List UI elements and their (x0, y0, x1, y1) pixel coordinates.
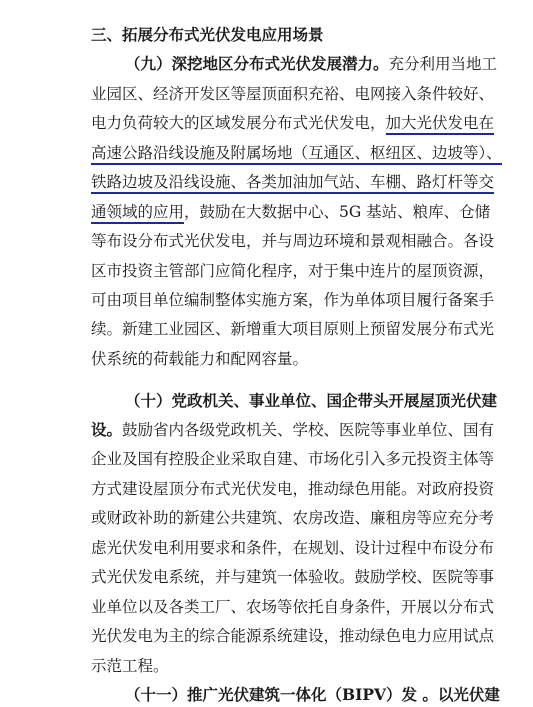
s10-line-2 (91, 420, 533, 440)
s9-line-2: 业园区、经济开发区等屋顶面积充裕、电网接入条件较好、 (91, 85, 495, 103)
s9-line-6-text: ，鼓励在大数据中心、5G 基站、粮库、仓储 (184, 203, 491, 221)
s9-line-1 (125, 54, 533, 74)
s10-line-6: 虑光伏发电利用要求和条件，在规划、设计过程中布设分布 (91, 539, 495, 557)
s10-line-4: 方式建设屋顶分布式光伏发电，推动绿色用能。对政府投资 (91, 480, 495, 498)
s10-line-8: 业单位以及各类工厂、农场等依托自身条件，开展以分布式 (91, 598, 495, 616)
s10-line-7: 式光伏发电系统，并与建筑一体验收。鼓励学校、医院等事 (91, 568, 495, 586)
s10-line-5: 或财政补助的新建公共建筑、农房改造、廉租房等应充分考 (91, 509, 495, 527)
s9-title: （九）深挖地区分布式光伏发展潜力。 (125, 54, 389, 73)
s10-title-line: （十）党政机关、事业单位、国企带头开展屋顶光伏建 (125, 391, 498, 410)
s9-line-4 (91, 143, 533, 163)
s9-line-3 (91, 113, 533, 133)
s11-title-line: （十一）推广光伏建筑一体化（BIPV）发 。以光伏建 (125, 685, 500, 704)
s10-line-10: 示范工程。 (91, 657, 169, 675)
s9-line-5 (91, 172, 533, 192)
s9-underlined-text: 通领域的应用 (91, 203, 185, 221)
s9-underlined-text: 高速公路沿线设施及附属场地（互通区、枢纽区、边坡等）、 (91, 144, 502, 162)
s9-line-1-text: 充分利用当地工 (388, 55, 498, 73)
s10-line-2-text: 鼓励省内各级党政机关、学校、医院等事业单位、国有 (122, 421, 495, 439)
s9-line-6 (91, 202, 533, 222)
s9-line-9: 可由项目单位编制整体实施方案，作为单体项目履行备案手 (91, 291, 495, 309)
s9-underlined-text: 加大光伏发电在 (385, 114, 495, 132)
s10-line-9: 光伏发电为主的综合能源系统建设，推动绿色电力应用试点 (91, 627, 495, 645)
section-heading: 三、拓展分布式光伏发电应用场景 (91, 25, 324, 44)
s10-title-end: 设。 (91, 420, 123, 439)
s9-line-3-text: 电力负荷较大的区域发展分布式光伏发电， (91, 114, 386, 132)
s9-line-10: 续。新建工业园区、新增重大项目原则上预留发展分布式光 (91, 320, 495, 338)
s10-line-3: 企业及国有控股企业采取自建、市场化引入多元投资主体等 (91, 450, 495, 468)
s9-line-11: 伏系统的荷载能力和配网容量。 (91, 350, 309, 368)
s9-line-8: 区市投资主管部门应简化程序，对于集中连片的屋顶资源， (91, 262, 495, 280)
s9-underlined-text: 铁路边坡及沿线设施、各类加油加气站、车棚、路灯杆等交 (91, 173, 495, 191)
s9-line-7: 等布设分布式光伏发电，并与周边环境和景观相融合。各设 (91, 232, 495, 250)
